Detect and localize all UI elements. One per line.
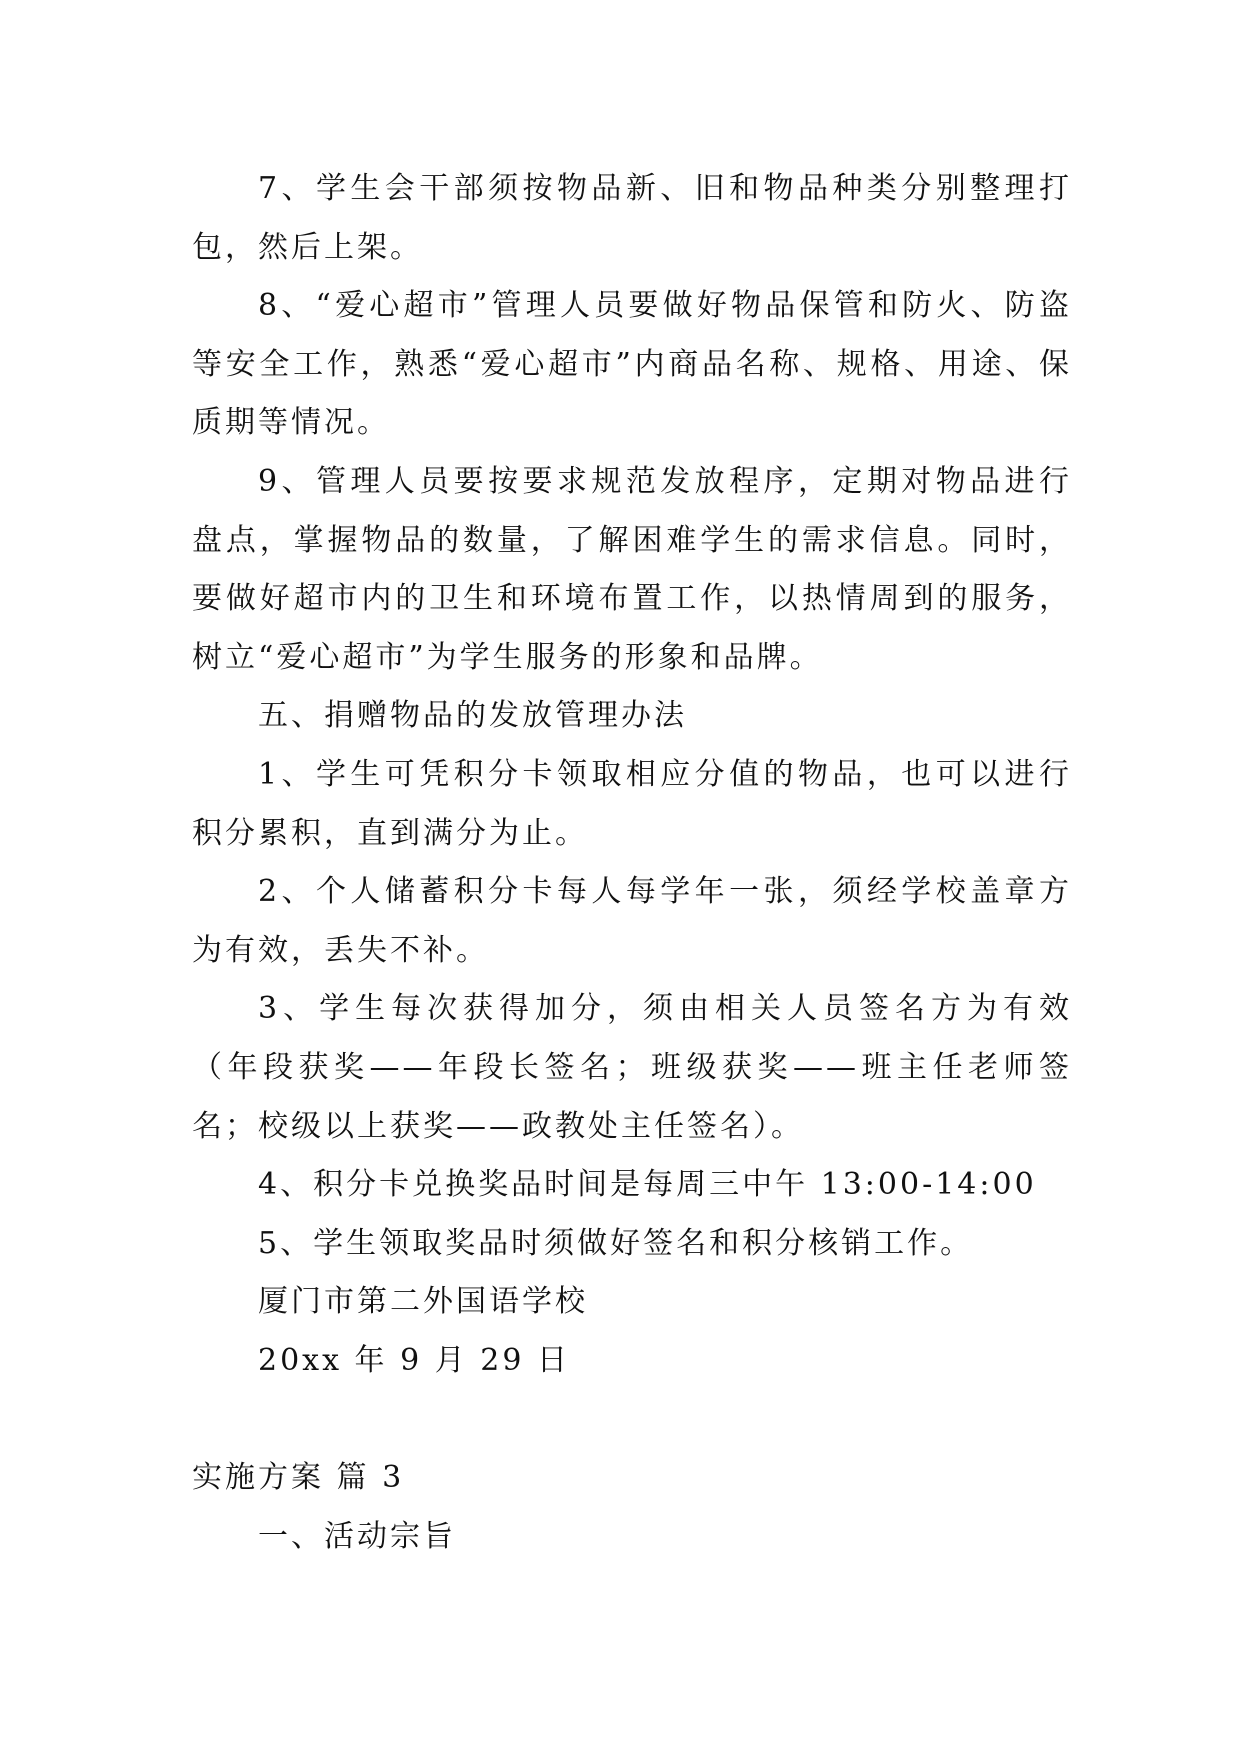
section-heading-distribution: 五、捐赠物品的发放管理办法 [258, 698, 687, 734]
section-title: 实施方案 篇 3 [192, 1460, 405, 1496]
document-body [192, 160, 1072, 1566]
paragraph-rule-5: 5、学生领取奖品时须做好签名和积分核销工作。 [258, 1225, 974, 1261]
paragraph-rule-4: 4、积分卡兑换奖品时间是每周三中午 13:00-14:00 [258, 1167, 1037, 1203]
paragraph-rule-2: 2、个人储蓄积分卡每人每学年一张，须经学校盖章方为有效，丢失不补。 [192, 874, 1072, 968]
section-first-heading: 一、活动宗旨 [258, 1518, 456, 1554]
paragraph-item-7: 7、学生会干部须按物品新、旧和物品种类分别整理打包，然后上架。 [192, 171, 1072, 265]
paragraph-item-8: 8、“爱心超市”管理人员要做好物品保管和防火、防盗等安全工作，熟悉“爱心超市”内商品名称、规格、用途、保质期等情况。 [192, 288, 1072, 441]
section-spacer [192, 1390, 1072, 1449]
paragraph-rule-3: 3、学生每次获得加分，须由相关人员签名方为有效（年段获奖——年段长签名；班级获奖——班主任老师签名；校级以上获奖——政教处主任签名）。 [192, 991, 1072, 1144]
paragraph-item-9: 9、管理人员要按要求规范发放程序，定期对物品进行盘点，掌握物品的数量，了解困难学生的需求信息。同时，要做好超市内的卫生和环境布置工作，以热情周到的服务，树立“爱心超市”为学生服务的形象和品牌。 [192, 463, 1072, 675]
signature-school: 厦门市第二外国语学校 [258, 1284, 588, 1320]
signature-date: 20xx 年 9 月 29 日 [258, 1342, 570, 1378]
paragraph-rule-1: 1、学生可凭积分卡领取相应分值的物品，也可以进行积分累积，直到满分为止。 [192, 756, 1072, 851]
